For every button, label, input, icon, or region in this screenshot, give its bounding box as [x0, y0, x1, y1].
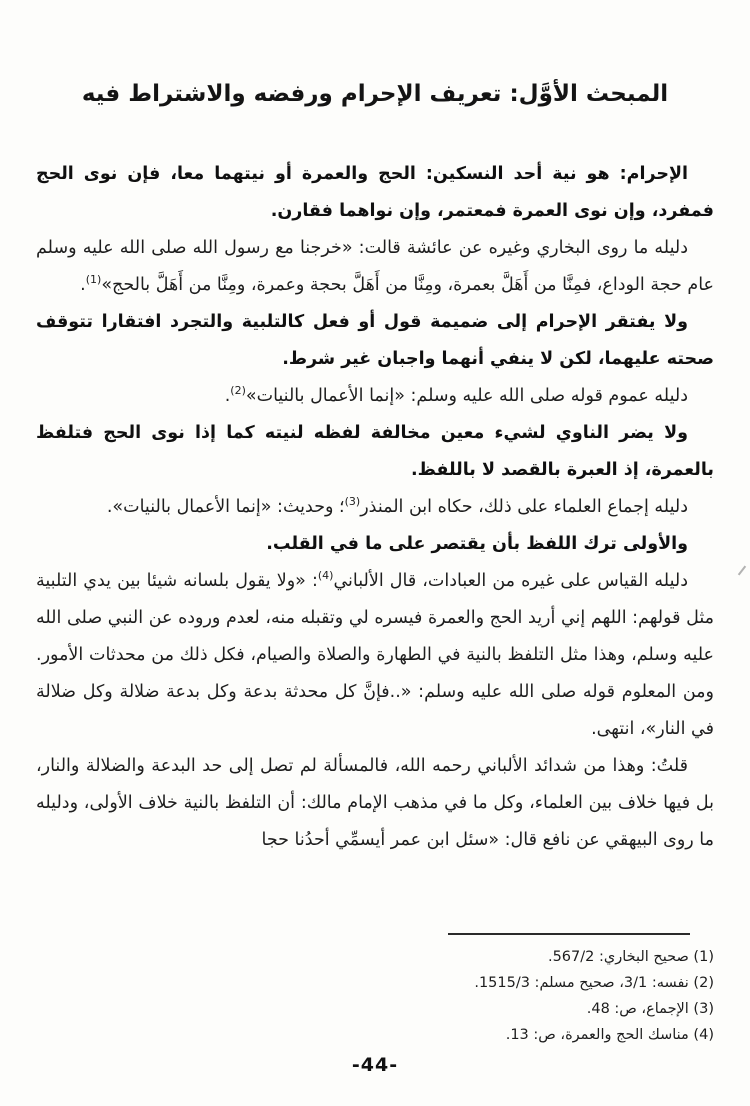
paragraph-text: .: [80, 275, 86, 295]
footnote-item: (2) نفسه: 3/1، صحيح مسلم: 1515/3.: [474, 975, 714, 991]
footnote-separator: [448, 933, 690, 935]
paragraph: [36, 230, 714, 304]
paragraph-text: ولا يضر الناوي لشيء معين مخالفة لفظه لنيته كما إذا نوى الحج فتلفظ بالعمرة، إذ العبرة بالقصد لا باللفظ.: [36, 423, 714, 480]
paragraph: [36, 526, 714, 563]
scan-artifact-mark: [738, 566, 746, 576]
paragraph: [36, 415, 714, 489]
paragraph-text: الإحرام: هو نية أحد النسكين: الحج والعمرة أو نيتهما معا، فإن نوى الحج فمفرد، وإن نوى العمرة فمعتمر، وإن نواهما فقارن.: [36, 164, 714, 221]
paragraph-text: دليله إجماع العلماء على ذلك، حكاه ابن المنذر: [360, 497, 688, 517]
paragraph: [36, 304, 714, 378]
footnote-ref: (3): [344, 495, 361, 509]
footnote-ref: (1): [85, 273, 102, 287]
paragraph: [36, 156, 714, 230]
page-title: المبحث الأوَّل: تعريف الإحرام ورفضه والاشتراط فيه: [81, 81, 669, 108]
paragraph-text: ولا يفتقر الإحرام إلى ضميمة قول أو فعل كالتلبية والتجرد افتقارا تتوقف صحته عليهما، لكن لا ينفي أنهما واجبان غير شرط.: [36, 312, 714, 369]
footnote-item: (1) صحيح البخاري: 567/2.: [547, 949, 714, 965]
footnote-ref: (2): [230, 384, 246, 398]
paragraph: [36, 563, 714, 748]
footnotes-list: [36, 944, 714, 1048]
paragraph-text: ؛ وحديث: «إنما الأعمال بالنيات».: [106, 497, 345, 517]
paragraph: [36, 489, 714, 526]
paragraph-text: دليله ما روى البخاري وغيره عن عائشة قالت: «خرجنا مع رسول الله صلى الله عليه وسلم عام حجة الوداع، فمِنَّا من أَهَلَّ بعمرة، ومِنَّا من أَهَلَّ بحجة وعمرة، ومِنَّا من أَهَلَّ بالحج»: [36, 238, 714, 295]
paragraph-text: والأولى ترك اللفظ بأن يقتصر على ما في القلب.: [266, 534, 688, 554]
footnote-ref: (4): [317, 569, 334, 583]
page-number: -44-: [351, 1054, 399, 1076]
footnote-item: (4) مناسك الحج والعمرة، ص: 13.: [505, 1027, 714, 1043]
footnote-item: (3) الإجماع، ص: 48.: [586, 1001, 714, 1017]
paragraph-text: دليله عموم قوله صلى الله عليه وسلم: «إنما الأعمال بالنيات»: [245, 386, 688, 406]
paragraph-text: قلتُ: وهذا من شدائد الألباني رحمه الله، فالمسألة لم تصل إلى حد البدعة والضلالة والنار، بل فيها خلاف بين العلماء، وكل ما في مذهب الإمام مالك: أن التلفظ بالنية خلاف الأولى، ودليله ما روى البيهقي عن نافع قال: «سئل ابن عمر أيسمِّي أحدُنا حجا: [36, 756, 714, 850]
document-body: [36, 156, 714, 912]
footnotes-section: [36, 933, 714, 1048]
paragraph: [36, 378, 714, 415]
paragraph-text: : «ولا يقول بلسانه شيئا بين يدي التلبية مثل قولهم: اللهم إني أريد الحج والعمرة فيسره لي وتقبله منه، لعدم وروده عن النبي صلى الله عليه وسلم، وهذا مثل التلفظ بالنية في الطهارة والصلاة والصيام، فكل ذلك من محدثات الأمور. ومن المعلوم قوله صلى الله عليه وسلم: «..فإنَّ كل محدثة بدعة وكل بدعة ضلالة وكل ضلالة في النار»، انتهى.: [36, 571, 714, 739]
paragraph-text: دليله القياس على غيره من العبادات، قال الألباني: [333, 571, 688, 591]
paragraph-text: .: [224, 386, 231, 406]
paragraph: [36, 748, 714, 859]
